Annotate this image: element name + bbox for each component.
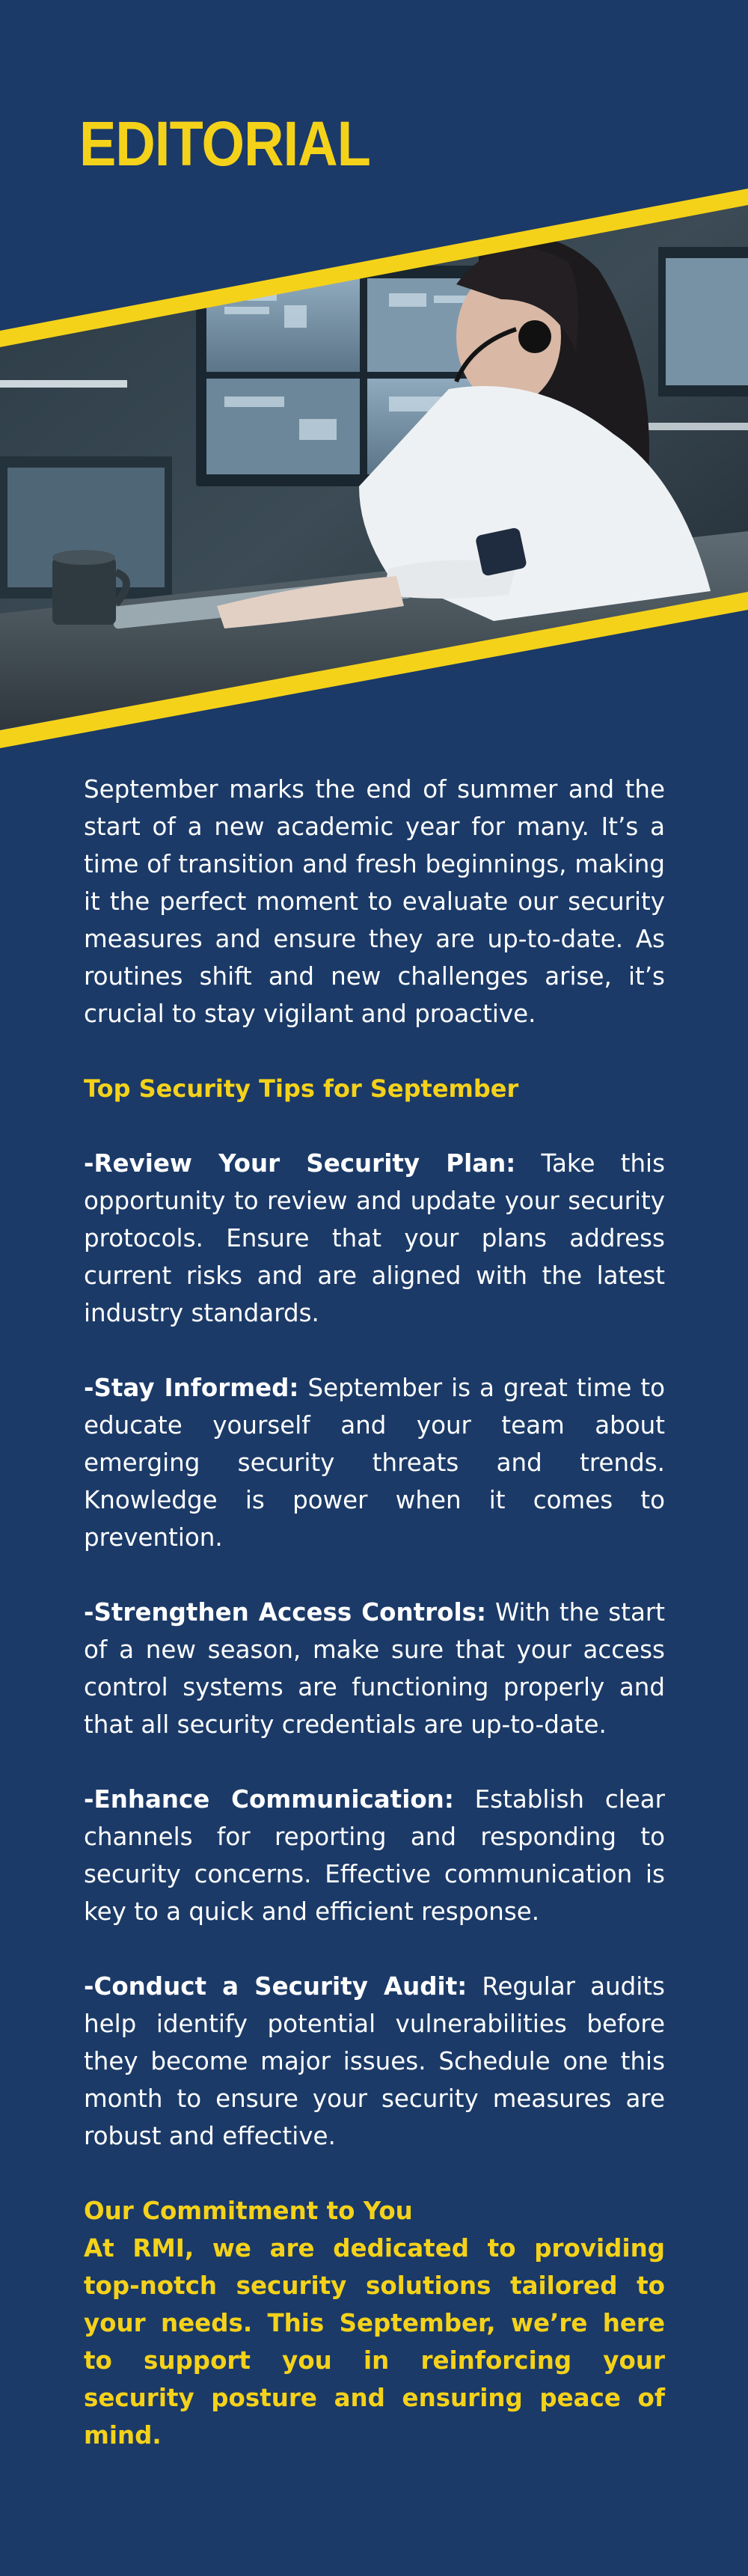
article-body (84, 771, 665, 2454)
tip-item (84, 1781, 665, 1930)
commitment-text: At RMI, we are dedicated to providing top-notch security solutions tailored to your needs. This September, we’re here to support you in reinforcing your security posture and ensuring peace of mind. (84, 2234, 665, 2450)
tip-label: -Strengthen Access Controls: (84, 1598, 486, 1627)
commitment-heading: Our Commitment to You (84, 2197, 413, 2225)
tip-text: September is a great time to educate yourself and your team about emerging security threats and trends. Knowledge is power when it comes to prevention. (84, 1374, 665, 1552)
tip-text: With the start of a new season, make sure that your access control systems are functioning properly and that all security credentials are up-to-date. (84, 1598, 665, 1739)
tip-item (84, 1369, 665, 1556)
intro-paragraph: September marks the end of summer and the start of a new academic year for many. It’s a time of transition and fresh beginnings, making it the perfect moment to evaluate our security measures and ensure they are up-to-date. As routines shift and new challenges arise, it’s crucial to stay vigilant and proactive. (84, 775, 665, 1028)
page-title: EDITORIAL (79, 108, 371, 179)
tip-text: Establish clear channels for reporting and responding to security concerns. Effective communication is key to a quick and efficient response. (84, 1785, 665, 1926)
tip-label: -Enhance Communication: (84, 1785, 454, 1814)
tip-text: Regular audits help identify potential vulnerabilities before they become major issues. Schedule one this month to ensure your security measures are robust and effective. (84, 1972, 665, 2150)
tip-label: -Review Your Security Plan: (84, 1149, 516, 1178)
tip-label: -Stay Informed: (84, 1374, 299, 1402)
tip-item (84, 1594, 665, 1743)
tips-heading: Top Security Tips for September (84, 1074, 519, 1103)
tip-item (84, 1145, 665, 1332)
tip-label: -Conduct a Security Audit: (84, 1972, 468, 2001)
tip-item (84, 1968, 665, 2155)
hero-image (0, 0, 748, 793)
tip-text: Take this opportunity to review and update your security protocols. Ensure that your plans address current risks and are aligned with the latest industry standards. (84, 1149, 666, 1327)
